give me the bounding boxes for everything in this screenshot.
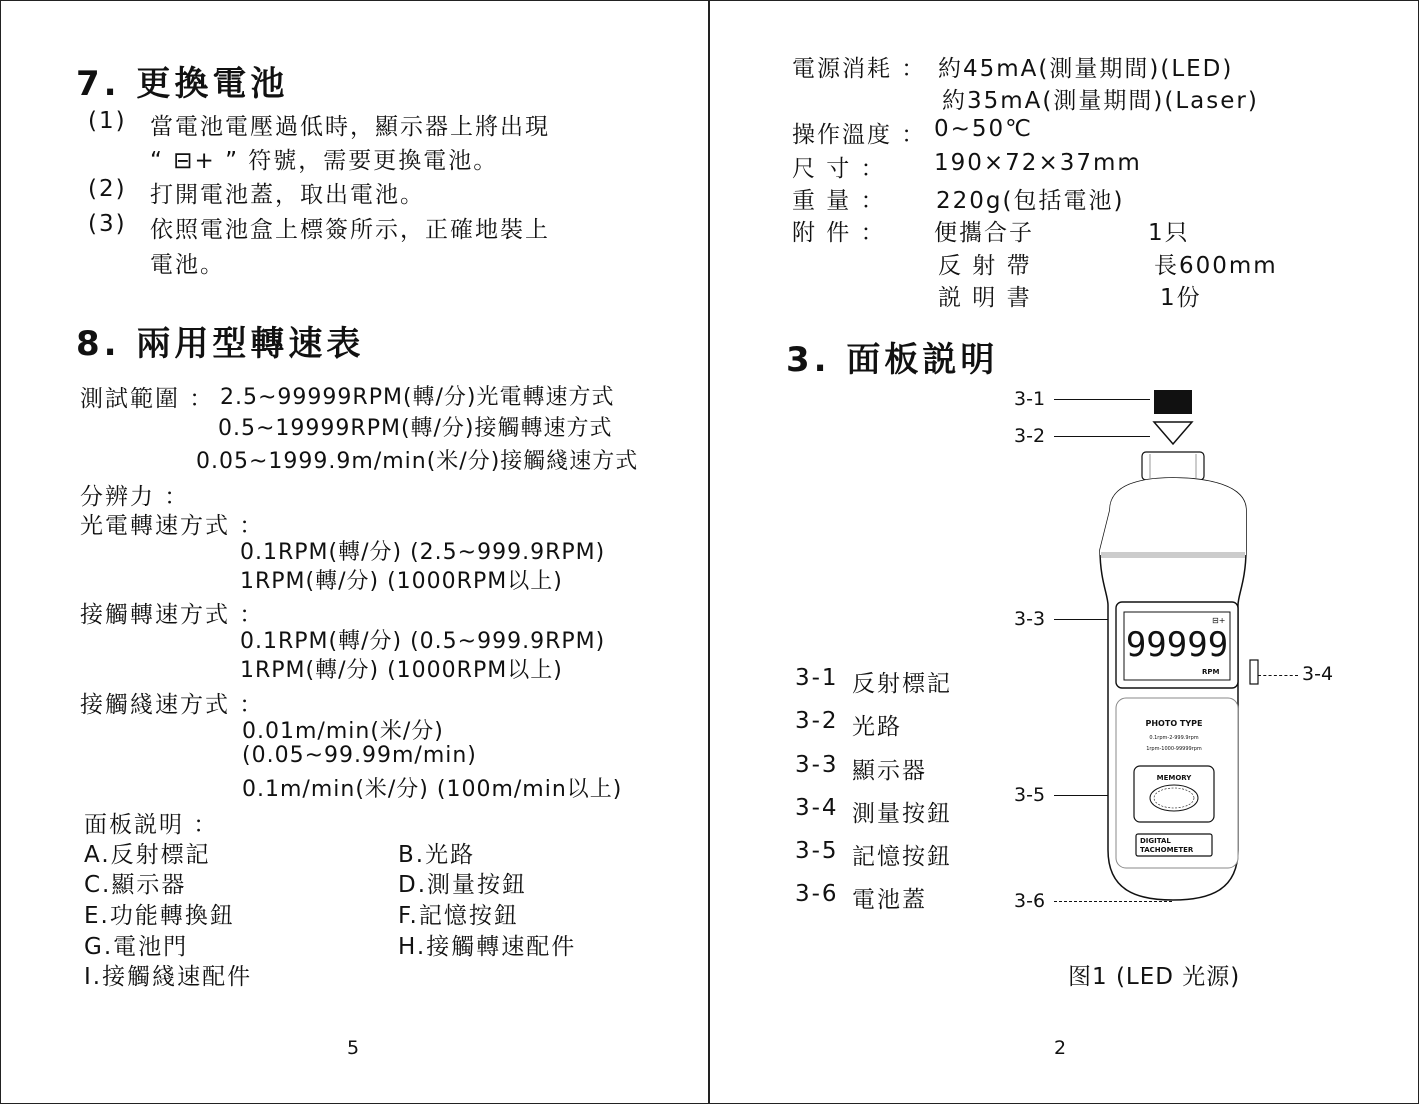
linear-mode-label: 接觸綫速方式 ： (80, 692, 265, 718)
spec-size-label: 尺 寸 ： (792, 156, 886, 182)
legend-3-5-num: 3-5 (795, 838, 839, 864)
photo-line-1: 0.1RPM(轉/分) (2.5~999.9RPM) (240, 540, 606, 565)
panel-item-c: C.顯示器 (84, 872, 187, 898)
legend-3-2-text: 光路 (852, 714, 902, 740)
panel-item-i: I.接觸綫速配件 (84, 964, 253, 990)
legend-3-4-text: 測量按鈕 (852, 801, 952, 827)
callout-3-5: 3-5 (1014, 784, 1046, 806)
spec-weight-value: 220g(包括電池) (936, 188, 1125, 214)
battery-step-1-text: 當電池電壓過低時，顯示器上將出現 (150, 114, 550, 140)
contact-line-2: 1RPM(轉/分) (1000RPM以上) (240, 658, 563, 683)
battery-step-2-text: 打開電池蓋，取出電池。 (150, 182, 425, 208)
range-line-1: 2.5~99999RPM(轉/分)光電轉速方式 (220, 385, 615, 410)
measure-button-side (1250, 660, 1258, 684)
tachometer-illustration (1070, 380, 1290, 910)
contact-line-1: 0.1RPM(轉/分) (0.5~999.9RPM) (240, 629, 606, 654)
brand-line-1: DIGITAL (1140, 837, 1171, 845)
linear-line-2: (0.05~99.99m/min) (242, 743, 477, 768)
section-8-title: 8. 兩用型轉速表 (76, 324, 365, 364)
battery-step-3-num: (3) (88, 211, 127, 237)
accessory-2-qty: 長600mm (1154, 253, 1278, 279)
section-7-title: 7. 更換電池 (76, 64, 289, 104)
lcd-unit: RPM (1202, 668, 1220, 676)
battery-step-1-cont: “ ⊟+ ” 符號，需要更換電池。 (150, 148, 499, 174)
light-path-triangle (1154, 422, 1192, 444)
resolution-label: 分辨力 ： (80, 484, 190, 510)
panel-item-d: D.測量按鈕 (398, 872, 528, 898)
battery-step-1-num: (1) (88, 108, 127, 134)
panel-item-g: G.電池門 (84, 934, 189, 960)
photo-type-label: PHOTO TYPE (1145, 719, 1203, 728)
spec-power-label: 電源消耗 ： (792, 56, 927, 82)
range-line-2: 0.5~19999RPM(轉/分)接觸轉速方式 (218, 416, 613, 441)
sensor-cap (1142, 452, 1204, 480)
reflective-mark (1154, 390, 1192, 414)
legend-3-6-text: 電池蓋 (852, 887, 927, 913)
section-3-title: 3. 面板説明 (786, 340, 999, 380)
page-number-left: 5 (347, 1037, 360, 1059)
callout-3-1: 3-1 (1014, 388, 1046, 410)
panel-item-a: A.反射標記 (84, 842, 211, 868)
panel-item-f: F.記憶按鈕 (398, 903, 519, 929)
panel-item-h: H.接觸轉速配件 (398, 934, 577, 960)
brand-line-2: TACHOMETER (1140, 846, 1194, 854)
battery-step-3-text: 依照電池盒上標簽所示，正確地裝上 (150, 217, 550, 243)
photo-mode-label: 光電轉速方式 ： (80, 513, 265, 539)
range-label-1: 0.1rpm-2-999.9rpm (1149, 735, 1199, 741)
callout-3-2: 3-2 (1014, 425, 1046, 447)
range-line-3: 0.05~1999.9m/min(米/分)接觸綫速方式 (196, 449, 639, 474)
legend-3-2-num: 3-2 (795, 708, 839, 734)
accessory-2-name: 反 射 帶 (938, 253, 1032, 279)
head-band (1101, 552, 1245, 558)
accessory-1-qty: 1只 (1148, 220, 1190, 246)
lcd-battery-icon: ⊟+ (1212, 616, 1226, 625)
lcd-value: 99999 (1125, 625, 1229, 665)
panel-item-e: E.功能轉換鈕 (84, 903, 235, 929)
battery-step-3-cont: 電池。 (150, 252, 225, 278)
callout-3-3: 3-3 (1014, 608, 1046, 630)
legend-3-4-num: 3-4 (795, 795, 839, 821)
page-number-right: 2 (1054, 1037, 1067, 1059)
legend-3-5-text: 記憶按鈕 (852, 844, 952, 870)
legend-3-1-text: 反射標記 (852, 671, 952, 697)
spec-power-value: 約45mA(測量期間)(LED) (938, 56, 1234, 82)
linear-line-3: 0.1m/min(米/分) (100m/min以上) (242, 777, 623, 802)
accessory-1-name: 便攜合子 (934, 220, 1034, 246)
callout-3-4: 3-4 (1302, 663, 1334, 685)
memory-button[interactable] (1150, 785, 1198, 811)
figure-caption: 图1 (LED 光源) (1068, 964, 1241, 990)
linear-line-1: 0.01m/min(米/分) (242, 719, 444, 744)
battery-step-2-num: (2) (88, 176, 127, 202)
legend-3-6-num: 3-6 (795, 881, 839, 907)
photo-line-2: 1RPM(轉/分) (1000RPM以上) (240, 569, 563, 594)
page-divider (708, 0, 710, 1104)
panel-item-b: B.光路 (398, 842, 476, 868)
contact-mode-label: 接觸轉速方式 ： (80, 602, 265, 628)
spec-temp-value: 0~50℃ (934, 116, 1034, 142)
spec-temp-label: 操作溫度 ： (792, 122, 927, 148)
legend-3-3-text: 顯示器 (852, 758, 927, 784)
spec-weight-label: 重 量 ： (792, 188, 886, 214)
memory-label: MEMORY (1156, 774, 1192, 782)
legend-3-1-num: 3-1 (795, 665, 839, 691)
range-label: 測試範圍 ： (80, 386, 215, 412)
callout-3-6: 3-6 (1014, 890, 1046, 912)
spec-size-value: 190×72×37mm (934, 150, 1142, 176)
accessory-3-name: 説 明 書 (938, 285, 1032, 311)
range-label-2: 1rpm-1000-99999rpm (1146, 746, 1202, 752)
accessory-3-qty: 1份 (1160, 285, 1202, 311)
panel-label: 面板説明 ： (84, 812, 219, 838)
spec-accessories-label: 附 件 ： (792, 220, 886, 246)
spec-power-value-2: 約35mA(測量期間)(Laser) (942, 88, 1259, 114)
legend-3-3-num: 3-3 (795, 752, 839, 778)
